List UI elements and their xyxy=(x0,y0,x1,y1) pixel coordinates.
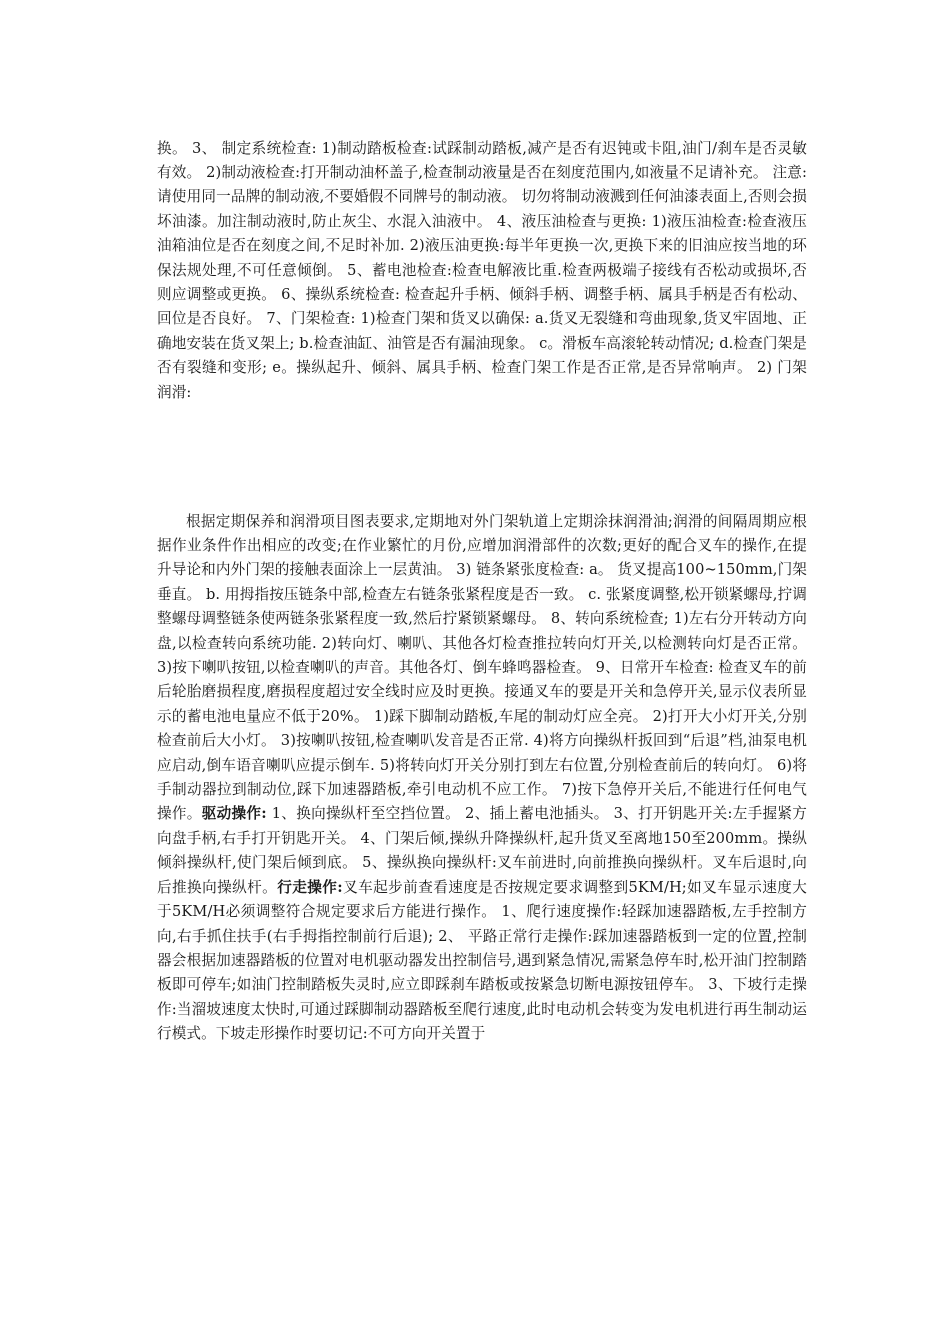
paragraph-lubrication-and-checks: 根据定期保养和润滑项目图表要求,定期地对外门架轨道上定期涂抹润滑油;润滑的间隔周期应根据作业条件作出相应的改变;在作业繁忙的月份,应增加润滑部件的次数;更好的配合叉车的操作,在提升导论和内外门架的接触表面涂上一层黄油。 3) 链条紧张度检查: a。 货叉提高100~150mm,门架垂直。 b. 用拇指按压链条中部,检查左右链条张紧程度是否一致。 c. 张紧度调整,松开锁紧螺母,拧调整螺母调整链条使两链条张紧程度一致,然后拧紧锁紧螺母。 8、转向系统检查; 1)左右分开转动方向盘,以检查转向系统功能. 2)转向灯、喇叭、其他各灯检查推拉转向灯开关,以检测转向灯是否正常。 3)按下喇叭按钮,以检查喇叭的声音。其他各灯、倒车蜂鸣器检查。 9、日常开车检查: 检查叉车的前后轮胎磨损程度,磨损程度超过安全线时应及时更换。接通叉车的要是开关和急停开关,显示仪表所显示的蓄电池电量应不低于20%。 1)踩下脚制动踏板,车尾的制动灯应全亮。 2)打开大小灯开关,分别检查前后大小灯。 3)按喇叭按钮,检查喇叭发音是否正常. 4)将方向操纵杆扳回到“后退”档,油泵电机应启动,倒车语音喇叭应提示倒车. 5)将转向灯开关分别打到左右位置,分别检查前后的转向灯。 6)将手制动器拉到制动位,踩下加速器踏板,牵引电动机不应工作。 7)按下急停开关后,不能进行任何电气操作。 xyxy=(157,512,807,823)
heading-drive-operation: 驱动操作: xyxy=(201,805,267,823)
paragraph-operation xyxy=(157,510,807,1047)
paragraph-travel-steps: 叉车起步前查看速度是否按规定要求调整到5KM/H;如叉车显示速度大于5KM/H必须调整符合规定要求后方能进行操作。 1、爬行速度操作:轻踩加速器踏板,左手控制方向,右手抓住扶手(右手拇指控制前行后退); 2、 平路正常行走操作:踩加速器踏板到一定的位置,控制器会根据加速器踏板的位置对电机驱动器发出控制信号,遇到紧急情况,需紧急停车时,松开油门控制踏板即可停车;如油门控制踏板失灵时,应立即踩刹车踏板或按紧急切断电源按钮停车。 3、下坡行走操作:当溜坡速度太快时,可通过踩脚制动器踏板至爬行速度,此时电动机会转变为发电机进行再生制动运行模式。下坡走形操作时要切记:不可方向开关置于 xyxy=(157,878,807,1043)
paragraph-maintenance-checks: 换。 3、 制定系统检查: 1)制动踏板检查:试踩制动踏板,减产是否有迟钝或卡阻,油门/刹车是否灵敏有效。 2)制动液检查:打开制动油杯盖子,检查制动液量是否在刻度范围内,如液量不足请补充。 注意: 请使用同一品牌的制动液,不要婚假不同牌号的制动液。 切勿将制动液溅到任何油漆表面上,否则会损坏油漆。加注制动液时,防止灰尘、水混入油液中。 4、液压油检查与更换: 1)液压油检查:检查液压油箱油位是否在刻度之间,不足时补加. 2)液压油更换:每半年更换一次,更换下来的旧油应按当地的环保法规处理,不可任意倾倒。 5、蓄电池检查:检查电解液比重.检查两极端子接线有否松动或损坏,否则应调整或更换。 6、操纵系统检查: 检查起升手柄、倾斜手柄、调整手柄、属具手柄是否有松动、回位是否良好。 7、门架检查: 1)检查门架和货叉以确保: a.货叉无裂缝和弯曲现象,货叉牢固地、正确地安装在货叉架上; b.检查油缸、油管是否有漏油现象。 c。滑板车高滚轮转动情况; d.检查门架是否有裂缝和变形; e。操纵起升、倾斜、属具手柄、检查门架工作是否正常,是否异常响声。 2) 门架润滑: xyxy=(157,139,807,401)
paragraph-drive-steps: 1、换向操纵杆至空挡位置。 2、插上蓄电池插头。 3、打开钥匙开关:左手握紧方向盘手柄,右手打开钥匙开关。 4、门架后倾,操纵升降操纵杆,起升货叉至离地150至200mm。操纵倾斜操纵杆,使门架后倾到底。 5、操纵换向操纵杆:叉车前进时,向前推换向操纵杆。叉车后退时,向后推换向操纵杆。 xyxy=(157,805,807,896)
heading-travel-operation: 行走操作: xyxy=(277,878,343,896)
